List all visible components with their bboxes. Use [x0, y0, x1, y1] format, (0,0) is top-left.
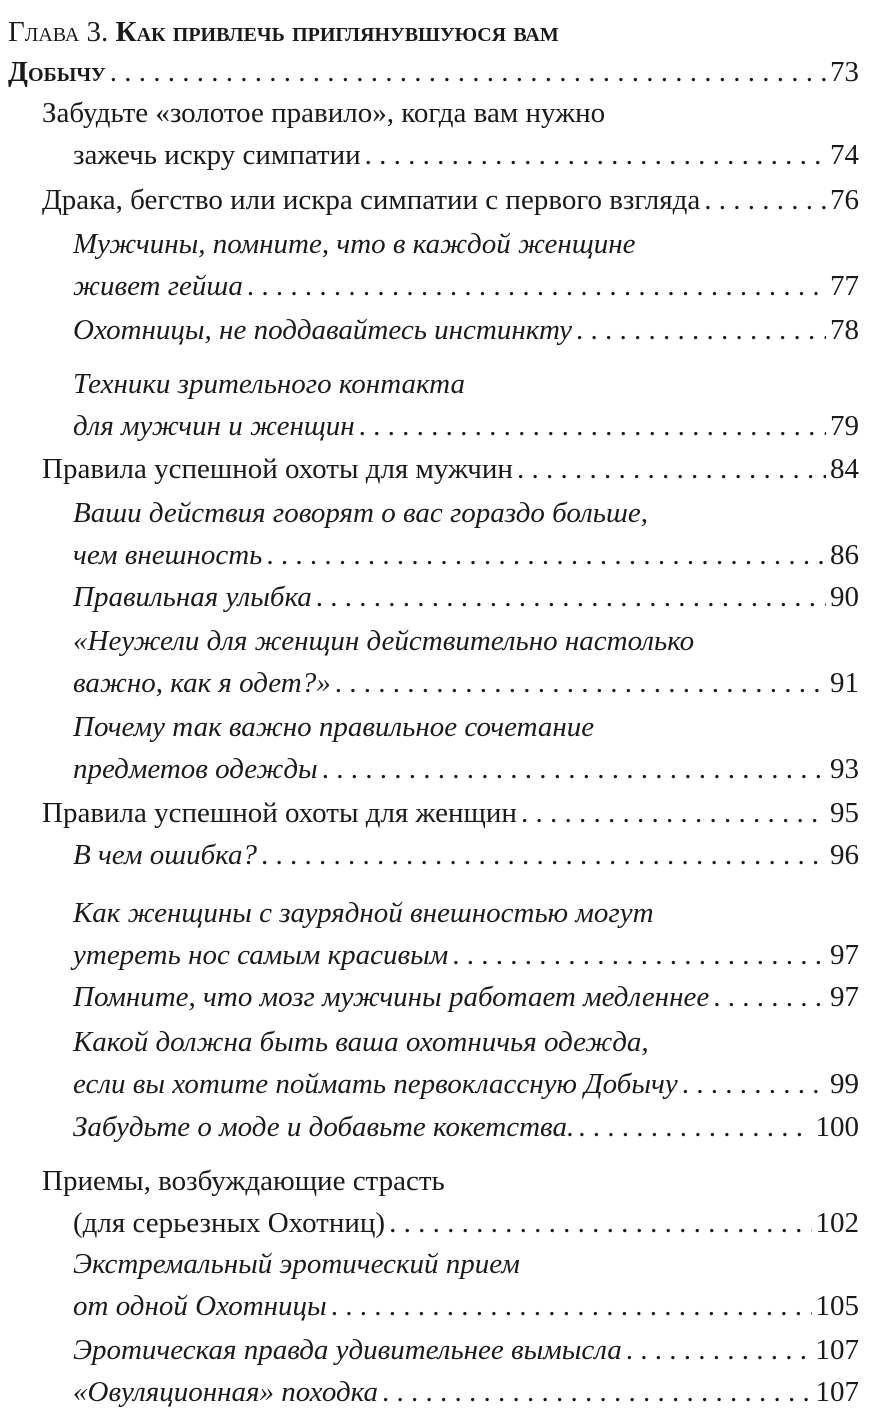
toc-page-number: 79	[830, 410, 859, 442]
toc-page-number: 97	[830, 981, 859, 1013]
toc-page-number: 107	[815, 1376, 859, 1408]
toc-page-number: 107	[815, 1334, 859, 1366]
toc-entry[interactable]	[73, 1329, 859, 1371]
toc-entry[interactable]	[73, 363, 859, 447]
dot-leader	[335, 662, 826, 704]
dot-leader	[322, 748, 826, 790]
dot-leader	[578, 1106, 811, 1148]
toc-page-number: 91	[830, 667, 859, 699]
toc-entry-title-line1: Почему так важно правильное сочетание	[73, 711, 595, 743]
toc-entry-title-line2: зажечь искру симпатии	[73, 139, 361, 171]
dot-leader	[704, 179, 826, 221]
toc-page-number: 97	[830, 939, 859, 971]
toc-page-number: 77	[830, 270, 859, 302]
toc-entry-title-line2: предметов одежды	[73, 753, 318, 785]
toc-entry-title-line1: Как женщины с заурядной внешностью могут	[73, 897, 654, 929]
toc-entry-title-line1: Забудьте «золотое правило», когда вам нужно	[42, 97, 606, 129]
dot-leader	[521, 792, 826, 834]
toc-entry[interactable]	[73, 309, 859, 351]
toc-entry-title-line2: утереть нос самым красивым	[73, 939, 449, 971]
dot-leader	[382, 1371, 812, 1413]
dot-leader	[626, 1329, 812, 1371]
dot-leader	[365, 134, 826, 176]
toc-entry-title-line1: Экстремальный эротический прием	[73, 1248, 520, 1280]
dot-leader	[359, 405, 826, 447]
toc-page-number: 74	[830, 139, 859, 171]
toc-entry-title: Правильная улыбка	[73, 581, 312, 613]
toc-entry[interactable]	[42, 179, 859, 221]
toc-entry[interactable]	[73, 1021, 859, 1105]
toc-entry-title-line1: Какой должна быть ваша охотничья одежда,	[73, 1026, 649, 1058]
dot-leader	[517, 448, 826, 490]
toc-entry[interactable]	[42, 1160, 859, 1244]
toc-entry-title-line2: если вы хотите поймать первоклассную Добычу	[73, 1068, 678, 1100]
chapter-label: Глава	[8, 16, 80, 48]
chapter-page-number: 73	[830, 56, 859, 88]
toc-page-number: 95	[830, 797, 859, 829]
toc-entry[interactable]	[73, 1371, 859, 1413]
dot-leader	[576, 309, 826, 351]
chapter-heading	[8, 12, 859, 92]
toc-entry-title-line1: Мужчины, помните, что в каждой женщине	[73, 228, 636, 260]
toc-entry-title-line1: Ваши действия говорят о вас гораздо больше,	[73, 497, 648, 529]
chapter-title-line2: Добычу	[8, 56, 106, 88]
toc-entry[interactable]	[73, 576, 859, 618]
chapter-number: 3.	[86, 16, 109, 48]
toc-page-number: 102	[815, 1207, 859, 1239]
toc-entry[interactable]	[73, 706, 859, 790]
toc-entry-title: Правила успешной охоты для мужчин	[42, 453, 513, 485]
toc-page-number: 84	[830, 453, 859, 485]
toc-entry-title: В чем ошибка?	[73, 839, 258, 871]
toc-entry[interactable]	[73, 1243, 859, 1327]
toc-entry-title-line2: (для серьезных Охотниц)	[73, 1207, 386, 1239]
toc-page-number: 99	[830, 1068, 859, 1100]
toc-entry-title: Правила успешной охоты для женщин	[42, 797, 517, 829]
dot-leader	[682, 1063, 826, 1105]
dot-leader	[247, 265, 826, 307]
dot-leader	[261, 834, 826, 876]
dot-leader	[266, 534, 826, 576]
toc-page-number: 96	[830, 839, 859, 871]
dot-leader	[389, 1202, 811, 1244]
toc-page-number: 86	[830, 539, 859, 571]
toc-page-number: 76	[830, 184, 859, 216]
toc-entry-title-line2: для мужчин и женщин	[73, 410, 355, 442]
toc-entry[interactable]	[42, 792, 859, 834]
toc-page-number: 93	[830, 753, 859, 785]
toc-page-number: 100	[815, 1111, 859, 1143]
toc-page-number: 90	[830, 581, 859, 613]
toc-entry-title: «Овуляционная» походка	[73, 1376, 378, 1408]
toc-entry-title-line1: Приемы, возбуждающие страсть	[42, 1165, 445, 1197]
dot-leader	[110, 52, 826, 92]
toc-page-number: 78	[830, 314, 859, 346]
dot-leader	[331, 1285, 812, 1327]
toc-entry-title: Забудьте о моде и добавьте кокетства.	[73, 1111, 575, 1143]
dot-leader	[316, 576, 826, 618]
toc-entry-title-line2: чем внешность	[73, 539, 263, 571]
toc-entry-title-line1: Техники зрительного контакта	[73, 368, 465, 400]
toc-entry-title: Охотницы, не поддавайтесь инстинкту	[73, 314, 573, 346]
toc-entry-title-line1: «Неужели для женщин действительно настолько	[73, 625, 695, 657]
toc-entry[interactable]	[73, 492, 859, 576]
toc-entry[interactable]	[73, 892, 859, 976]
toc-entry-title-line2: от одной Охотницы	[73, 1290, 327, 1322]
toc-entry[interactable]	[73, 834, 859, 876]
toc-entry-title: Драка, бегство или искра симпатии с первого взгляда	[42, 184, 701, 216]
dot-leader	[713, 976, 826, 1018]
toc-entry[interactable]	[73, 976, 859, 1018]
dot-leader	[452, 934, 826, 976]
toc-entry-title: Эротическая правда удивительнее вымысла	[73, 1334, 622, 1366]
chapter-title-line1: Как привлечь приглянувшуюся вам	[115, 16, 559, 48]
toc-entry-title: Помните, что мозг мужчины работает медленнее	[73, 981, 710, 1013]
toc-page-number: 105	[815, 1290, 859, 1322]
toc-entry[interactable]	[42, 92, 859, 176]
toc-entry[interactable]	[42, 448, 859, 490]
toc-entry-title-line2: важно, как я одет?»	[73, 667, 331, 699]
toc-entry[interactable]	[73, 620, 859, 704]
toc-entry[interactable]	[73, 223, 859, 307]
toc-entry[interactable]	[73, 1106, 859, 1148]
toc-entry-title-line2: живет гейша	[73, 270, 243, 302]
